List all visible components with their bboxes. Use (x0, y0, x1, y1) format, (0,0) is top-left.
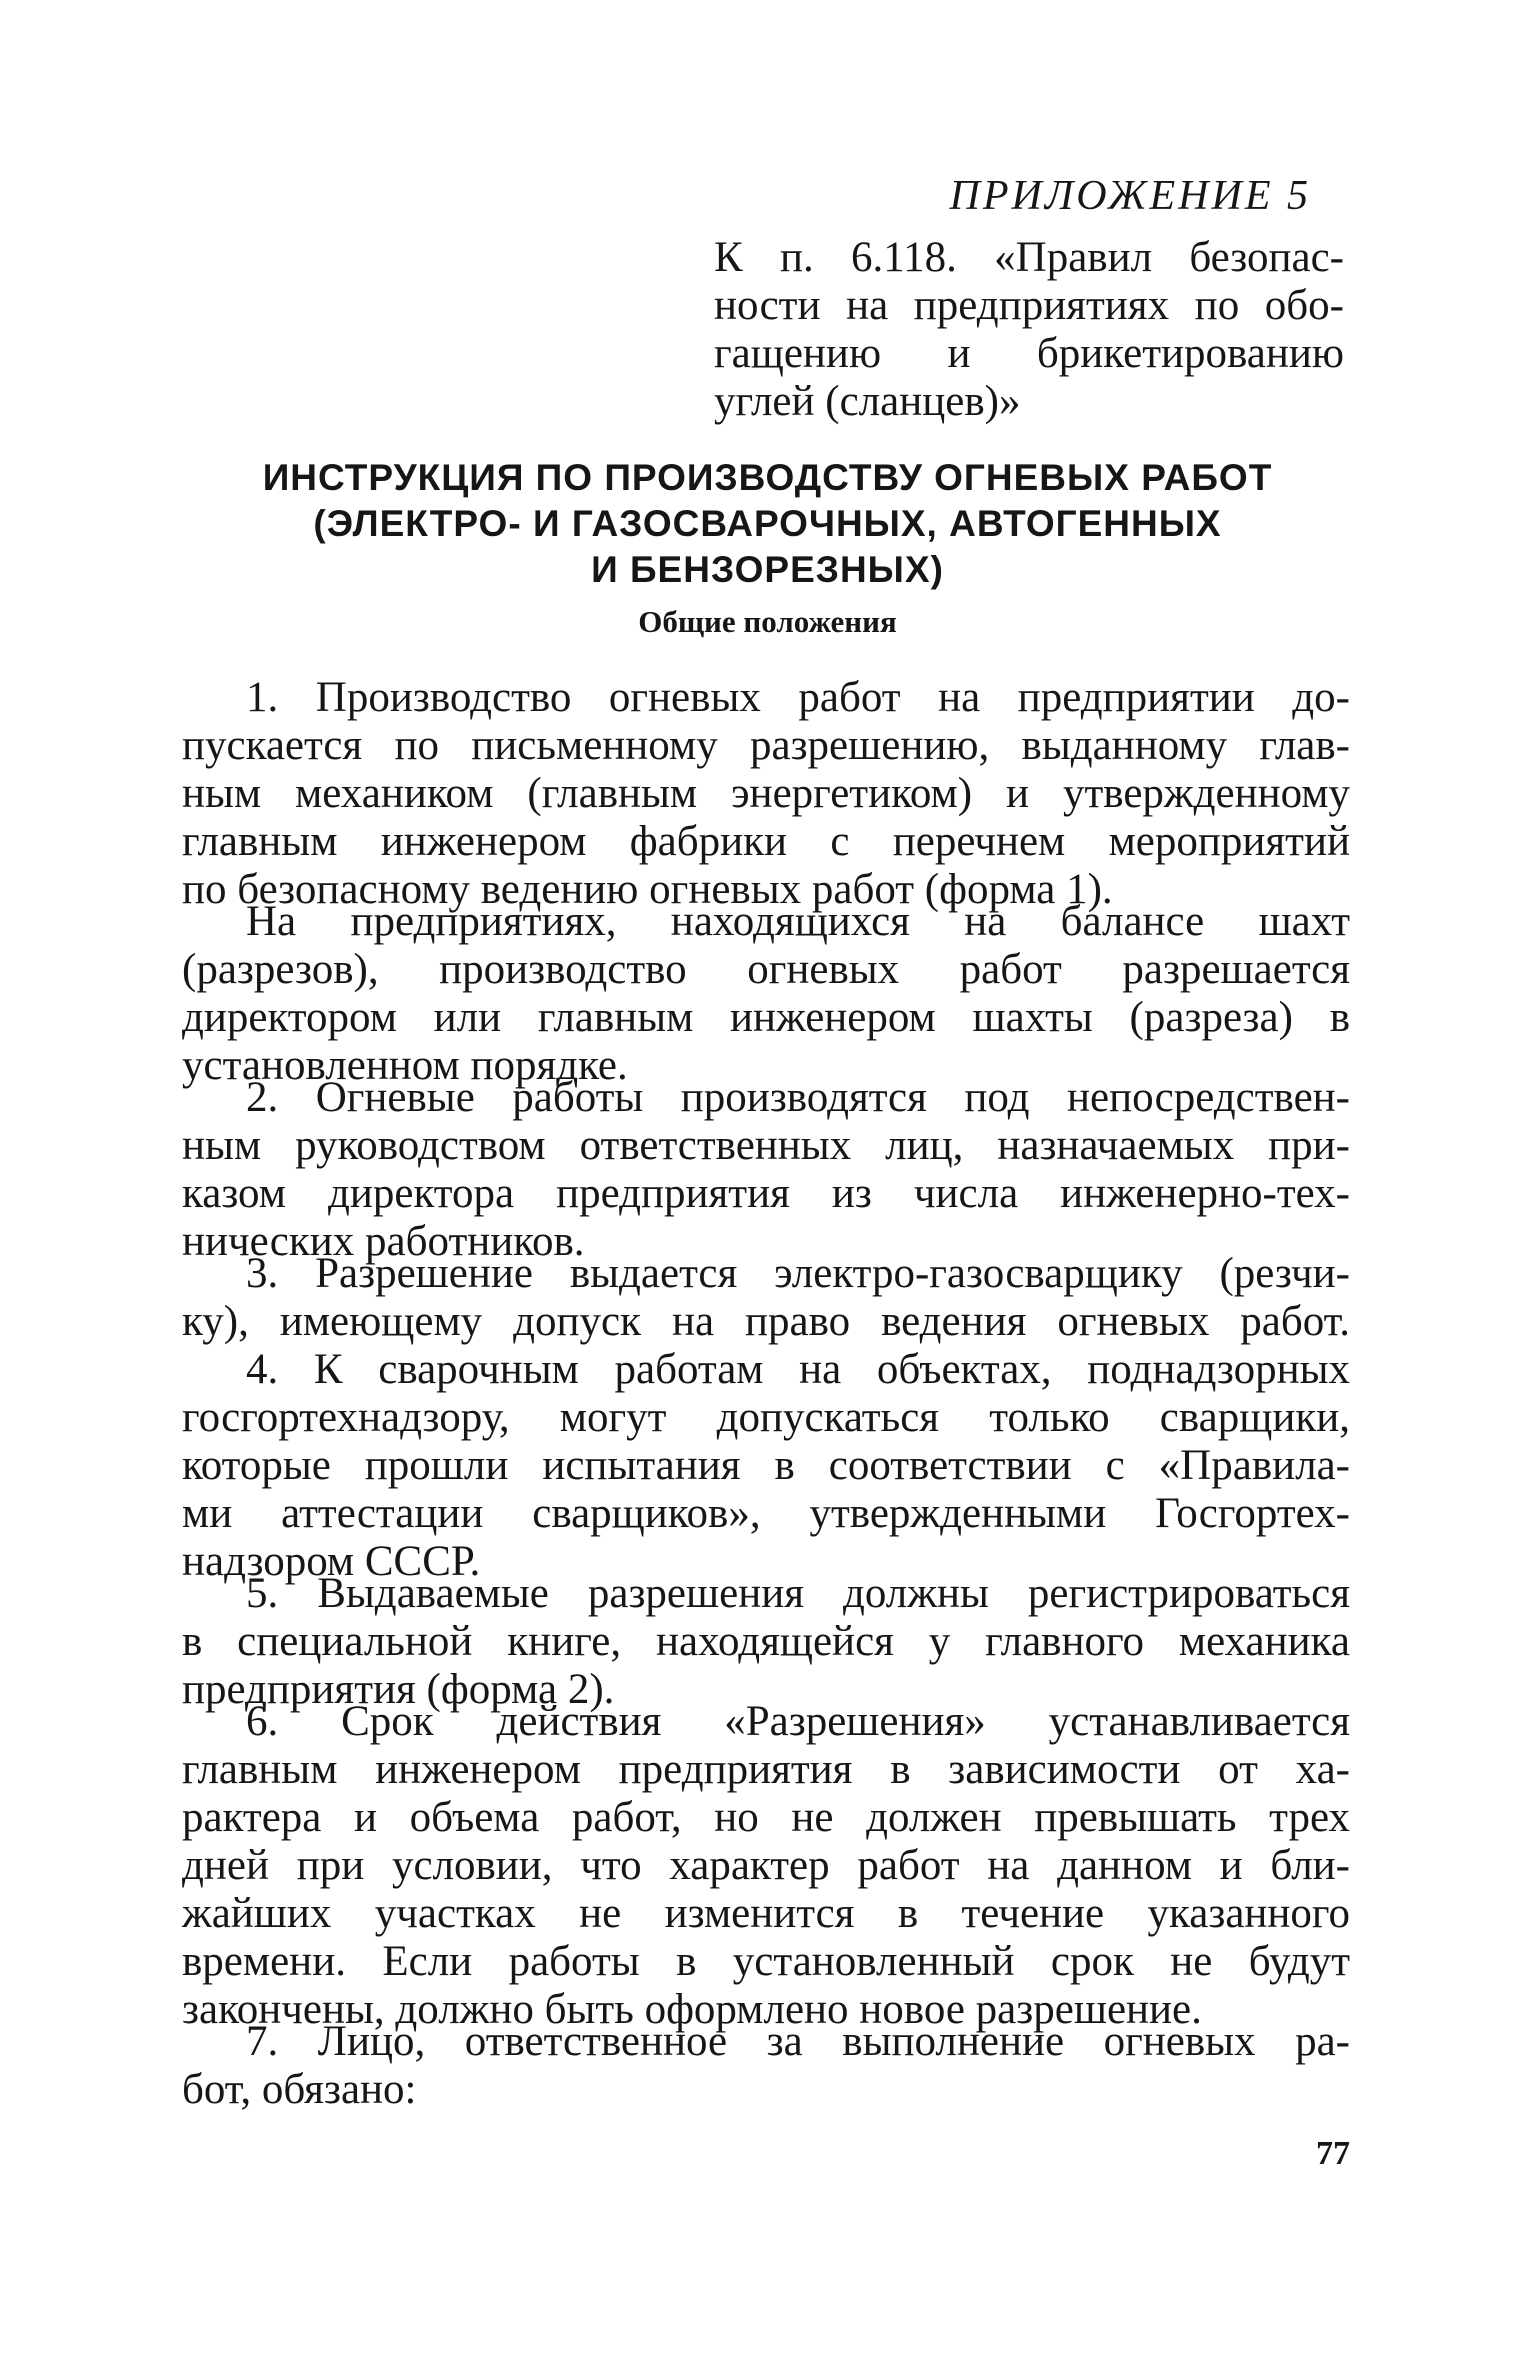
title-line: И БЕНЗОРЕЗНЫХ) (591, 549, 944, 590)
body-line: 5. Выдаваемые разрешения должны регистрироваться (246, 1570, 1350, 1617)
body-line: предприятия (форма 2). (182, 1666, 615, 1713)
reference-line: углей (сланцев)» (714, 378, 1021, 425)
body-line: жайших участках не изменится в течение указанного (182, 1890, 1350, 1937)
body-line: (разрезов), производство огневых работ разрешается (182, 946, 1350, 993)
body-line: госгортехнадзору, могут допускаться только сварщики, (182, 1394, 1350, 1441)
page-number: 77 (1316, 2135, 1350, 2172)
body-line: казом директора предприятия из числа инженерно-тех- (182, 1170, 1350, 1217)
body-line: 4. К сварочным работам на объектах, поднадзорных (246, 1346, 1350, 1393)
reference-line: гащению и брикетированию (714, 330, 1344, 377)
body-line: ми аттестации сварщиков», утвержденными Госгортех- (182, 1490, 1350, 1537)
body-line: нических работников. (182, 1218, 585, 1265)
body-line: ку), имеющему допуск на право ведения огневых работ. (182, 1298, 1350, 1345)
title-line: (ЭЛЕКТРО- И ГАЗОСВАРОЧНЫХ, АВТОГЕННЫХ (313, 503, 1222, 544)
reference-line: К п. 6.118. «Правил безопас- (714, 234, 1344, 281)
body-line: надзором СССР. (182, 1538, 481, 1585)
body-line: директором или главным инженером шахты (разреза) в (182, 994, 1350, 1041)
body-line: На предприятиях, находящихся на балансе шахт (246, 898, 1350, 945)
body-line: главным инженером предприятия в зависимости от ха- (182, 1746, 1350, 1793)
body-line: главным инженером фабрики с перечнем мероприятий (182, 818, 1350, 865)
body-line: рактера и объема работ, но не должен превышать трех (182, 1794, 1350, 1841)
body-line: ным руководством ответственных лиц, назначаемых при- (182, 1122, 1350, 1169)
body-line: 7. Лицо, ответственное за выполнение огневых ра- (246, 2018, 1350, 2065)
section-subtitle: Общие положения (638, 604, 897, 639)
reference-line: ности на предприятиях по обо- (714, 282, 1344, 329)
body-line: 2. Огневые работы производятся под непосредствен- (246, 1074, 1350, 1121)
body-line: бот, обязано: (182, 2066, 417, 2113)
body-line: времени. Если работы в установленный срок не будут (182, 1938, 1350, 1985)
body-line: закончены, должно быть оформлено новое разрешение. (182, 1986, 1202, 2033)
appendix-label: ПРИЛОЖЕНИЕ 5 (949, 173, 1311, 219)
body-line: пускается по письменному разрешению, выданному глав- (182, 722, 1350, 769)
body-line: 6. Срок действия «Разрешения» устанавливается (246, 1698, 1350, 1745)
body-line: дней при условии, что характер работ на данном и бли- (182, 1842, 1350, 1889)
body-line: которые прошли испытания в соответствии с «Правила- (182, 1442, 1350, 1489)
body-line: ным механиком (главным энергетиком) и утвержденному (182, 770, 1350, 817)
body-line: по безопасному ведению огневых работ (форма 1). (182, 866, 1113, 913)
body-line: установленном порядке. (182, 1042, 628, 1089)
body-line: 3. Разрешение выдается электро-газосварщику (резчи- (246, 1250, 1350, 1297)
body-line: в специальной книге, находящейся у главного механика (182, 1618, 1350, 1665)
title-line: ИНСТРУКЦИЯ ПО ПРОИЗВОДСТВУ ОГНЕВЫХ РАБОТ (262, 457, 1273, 498)
body-line: 1. Производство огневых работ на предприятии до- (246, 674, 1350, 721)
